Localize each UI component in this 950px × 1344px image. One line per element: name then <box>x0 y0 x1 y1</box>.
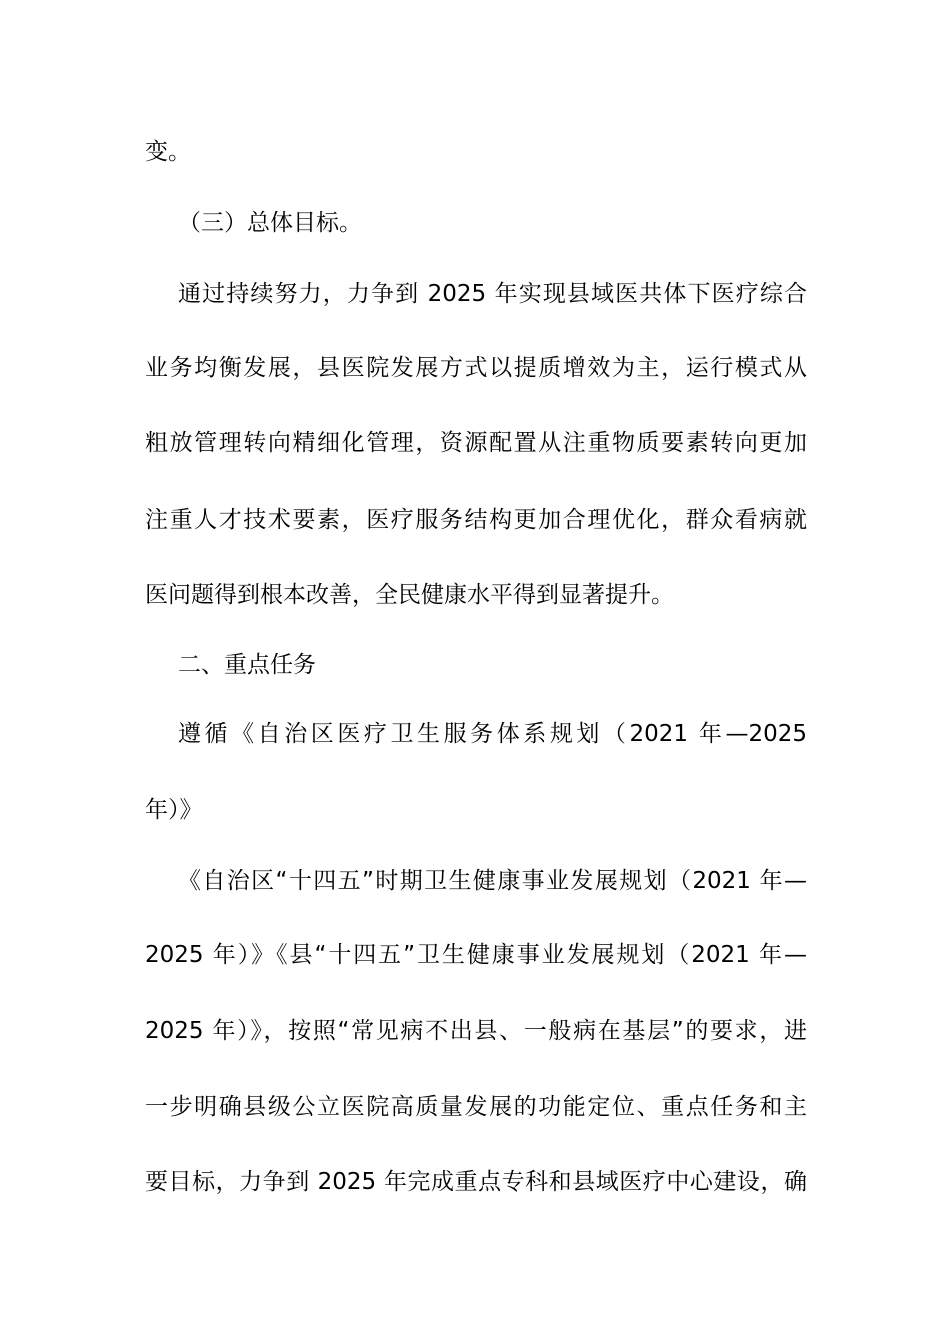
text-line: 要目标，力争到 2025 年完成重点专科和县域医疗中心建设，确 <box>145 1169 807 1195</box>
text-line: 2025 年）》，按照“常见病不出县、一般病在基层”的要求，进 <box>145 1018 807 1044</box>
text-line: 《自治区“十四五”时期卫生健康事业发展规划（2021 年— <box>178 868 807 894</box>
text-line: 医问题得到根本改善，全民健康水平得到显著提升。 <box>145 582 674 608</box>
text-line: 年）》 <box>145 797 203 823</box>
text-line: 遵循《自治区医疗卫生服务体系规划（2021 年—2025 <box>178 721 807 747</box>
text-line: 通过持续努力，力争到 2025 年实现县域医共体下医疗综合 <box>178 281 807 307</box>
text-line: 业务均衡发展，县医院发展方式以提质增效为主，运行模式从 <box>145 355 807 381</box>
text-line: 变。 <box>145 139 191 165</box>
section-heading: （三）总体目标。 <box>178 210 362 236</box>
section-heading: 二、重点任务 <box>178 652 316 678</box>
text-line: 注重人才技术要素，医疗服务结构更加合理优化，群众看病就 <box>145 507 807 533</box>
text-line: 2025 年）》《县“十四五”卫生健康事业发展规划（2021 年— <box>145 942 807 968</box>
text-line: 一步明确县级公立医院高质量发展的功能定位、重点任务和主 <box>145 1094 807 1120</box>
text-line: 粗放管理转向精细化管理，资源配置从注重物质要素转向更加 <box>145 430 807 456</box>
